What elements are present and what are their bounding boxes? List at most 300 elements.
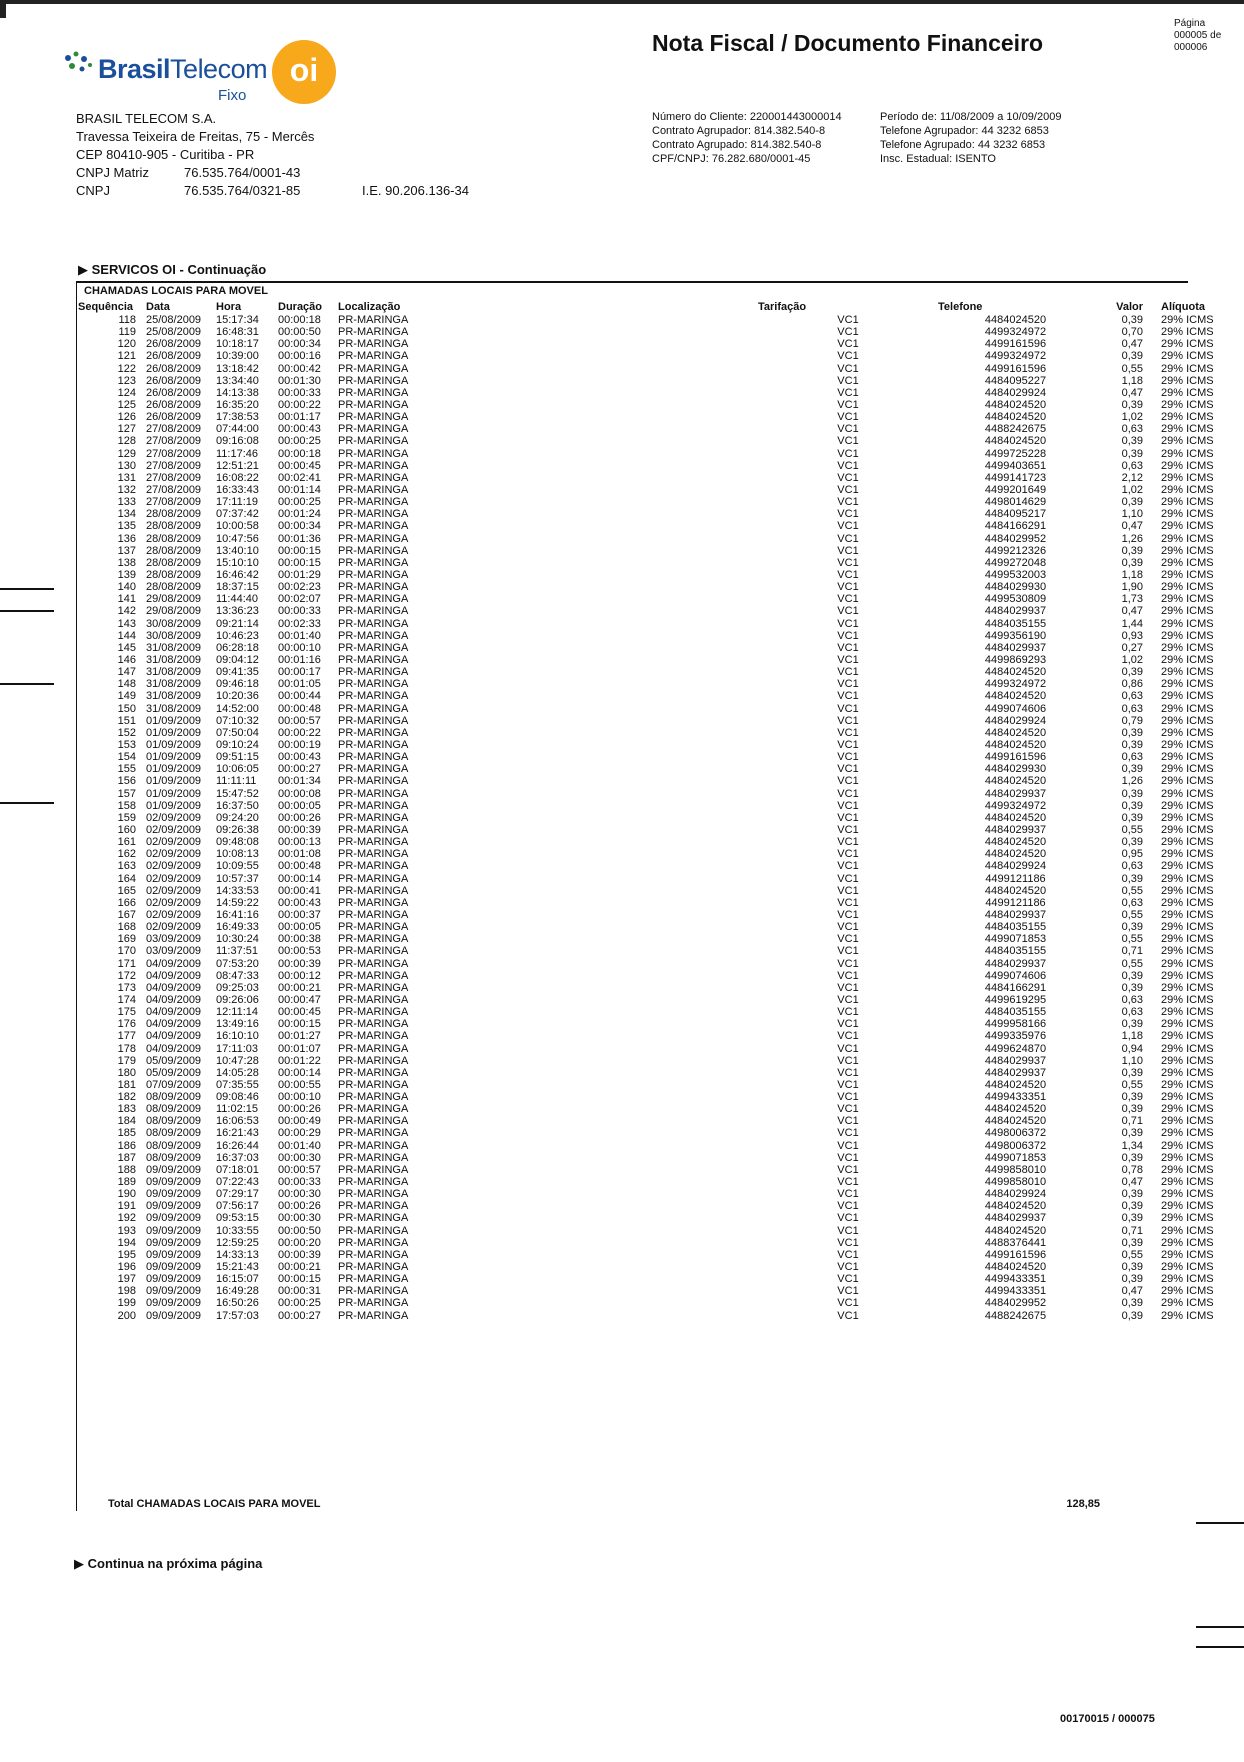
cell-date: 26/08/2009 [146,338,202,351]
cell-localizacao: PR-MARINGA [338,447,409,460]
page-value: 000005 de 000006 [1174,30,1222,53]
cell-hora: 10:00:58 [216,520,259,533]
cell-telefone: 4484024520 [984,775,1047,788]
cell-hora: 10:47:56 [216,532,259,545]
cell-date: 09/09/2009 [146,1212,202,1225]
cell-aliquota: 29% ICMS [1161,1248,1214,1261]
cell-aliquota: 29% ICMS [1161,884,1214,897]
oi-logo: oi [272,40,336,104]
cell-aliquota: 29% ICMS [1161,702,1214,715]
table-row [78,1273,1231,1285]
cell-localizacao: PR-MARINGA [338,1042,409,1055]
cell-localizacao: PR-MARINGA [338,1176,409,1189]
cell-localizacao: PR-MARINGA [338,1285,409,1298]
table-row [78,545,1231,557]
cell-seq: 143 [117,617,136,630]
cell-duracao: 00:00:30 [278,1212,321,1225]
cell-localizacao: PR-MARINGA [338,860,409,873]
table-row [78,423,1231,435]
cell-date: 04/09/2009 [146,981,202,994]
table-row [78,435,1231,447]
cell-tarifacao: VC1 [837,411,859,424]
cell-tarifacao: VC1 [837,1248,859,1261]
cell-seq: 151 [117,714,136,727]
cell-aliquota: 29% ICMS [1161,459,1214,472]
cell-seq: 171 [117,957,136,970]
cell-valor: 0,71 [1121,1224,1143,1237]
cell-valor: 0,39 [1121,1091,1143,1104]
cell-aliquota: 29% ICMS [1161,593,1214,606]
cell-duracao: 00:01:08 [278,848,321,861]
cell-tarifacao: VC1 [837,969,859,982]
cell-localizacao: PR-MARINGA [338,775,409,788]
cell-seq: 120 [117,338,136,351]
cell-seq: 200 [117,1309,136,1322]
cell-localizacao: PR-MARINGA [338,374,409,387]
cell-tarifacao: VC1 [837,1030,859,1043]
cell-tarifacao: VC1 [837,896,859,909]
cell-aliquota: 29% ICMS [1161,471,1214,484]
cell-date: 09/09/2009 [146,1285,202,1298]
cell-localizacao: PR-MARINGA [338,556,409,569]
cell-tarifacao: VC1 [837,726,859,739]
table-row [78,569,1231,581]
cell-valor: 0,39 [1121,1236,1143,1249]
cell-duracao: 00:00:18 [278,314,321,327]
cell-date: 09/09/2009 [146,1248,202,1261]
cell-duracao: 00:00:14 [278,1066,321,1079]
cell-seq: 145 [117,641,136,654]
cell-hora: 09:51:15 [216,751,259,764]
cell-hora: 09:21:14 [216,617,259,630]
cell-valor: 0,27 [1121,641,1143,654]
cell-aliquota: 29% ICMS [1161,823,1214,836]
cell-duracao: 00:00:26 [278,811,321,824]
telefone-agrupado: Telefone Agrupado: 44 3232 6853 [880,139,1046,151]
cell-localizacao: PR-MARINGA [338,921,409,934]
cell-valor: 0,39 [1121,1103,1143,1116]
cell-telefone: 4484029937 [984,957,1047,970]
cell-duracao: 00:00:42 [278,362,321,375]
cell-valor: 0,39 [1121,969,1143,982]
cell-aliquota: 29% ICMS [1161,896,1214,909]
cell-seq: 198 [117,1285,136,1298]
table-row [78,605,1231,617]
cell-localizacao: PR-MARINGA [338,678,409,691]
cell-date: 02/09/2009 [146,836,202,849]
col-hora: Hora [216,301,242,313]
cell-date: 26/08/2009 [146,362,202,375]
cell-seq: 132 [117,484,136,497]
table-row [78,727,1231,739]
cell-duracao: 00:00:57 [278,714,321,727]
cell-date: 09/09/2009 [146,1236,202,1249]
table-row [78,618,1231,630]
cell-aliquota: 29% ICMS [1161,969,1214,982]
cell-telefone: 4499619295 [984,993,1047,1006]
table-row [78,1310,1231,1322]
table-row [78,338,1231,350]
cell-aliquota: 29% ICMS [1161,1297,1214,1310]
cell-telefone: 4484024520 [984,811,1047,824]
cell-duracao: 00:00:14 [278,872,321,885]
table-row [78,1006,1231,1018]
cell-date: 01/09/2009 [146,799,202,812]
cell-aliquota: 29% ICMS [1161,629,1214,642]
cell-telefone: 4484024520 [984,690,1047,703]
cell-hora: 09:16:08 [216,435,259,448]
cell-date: 09/09/2009 [146,1297,202,1310]
cell-date: 26/08/2009 [146,386,202,399]
cell-duracao: 00:00:25 [278,496,321,509]
cell-duracao: 00:01:36 [278,532,321,545]
cell-seq: 182 [117,1091,136,1104]
cell-duracao: 00:00:33 [278,386,321,399]
cell-localizacao: PR-MARINGA [338,726,409,739]
table-row [78,496,1231,508]
table-row [78,897,1231,909]
cell-seq: 157 [117,787,136,800]
cell-seq: 154 [117,751,136,764]
cell-duracao: 00:00:05 [278,921,321,934]
cell-hora: 07:22:43 [216,1176,259,1189]
cell-aliquota: 29% ICMS [1161,1018,1214,1031]
cell-duracao: 00:00:55 [278,1078,321,1091]
cell-date: 29/08/2009 [146,605,202,618]
cell-hora: 17:11:19 [216,496,259,509]
cell-hora: 16:37:50 [216,799,259,812]
margin-mark [1196,1646,1244,1648]
cell-duracao: 00:00:43 [278,423,321,436]
cell-valor: 0,39 [1121,872,1143,885]
cell-date: 27/08/2009 [146,496,202,509]
triangle-bullet-icon: ▶ [74,1556,88,1571]
continue-note: ▶ Continua na próxima página [74,1556,263,1571]
table-row [78,982,1231,994]
cell-telefone: 4498006372 [984,1127,1047,1140]
company-name: BRASIL TELECOM S.A. [76,111,217,126]
cell-localizacao: PR-MARINGA [338,933,409,946]
cell-duracao: 00:00:41 [278,884,321,897]
brasil-telecom-mark-icon [60,50,94,78]
cell-valor: 0,63 [1121,1006,1143,1019]
table-row [78,1261,1231,1273]
cell-telefone: 4499272048 [984,556,1047,569]
cell-seq: 153 [117,738,136,751]
cell-valor: 0,55 [1121,908,1143,921]
cell-valor: 0,47 [1121,386,1143,399]
cell-telefone: 4499071853 [984,933,1047,946]
cnpj-value: 76.535.764/0321-85 [184,183,301,198]
cell-valor: 0,39 [1121,836,1143,849]
table-row [78,751,1231,763]
cell-aliquota: 29% ICMS [1161,1273,1214,1286]
cell-localizacao: PR-MARINGA [338,836,409,849]
cell-date: 08/09/2009 [146,1151,202,1164]
cell-duracao: 00:00:57 [278,1163,321,1176]
cell-telefone: 4499324972 [984,799,1047,812]
cell-tarifacao: VC1 [837,836,859,849]
page-indicator [1174,18,1238,54]
cell-valor: 0,70 [1121,326,1143,339]
cell-date: 31/08/2009 [146,690,202,703]
cell-localizacao: PR-MARINGA [338,1309,409,1322]
cell-tarifacao: VC1 [837,1297,859,1310]
table-row [78,800,1231,812]
cell-localizacao: PR-MARINGA [338,751,409,764]
cell-aliquota: 29% ICMS [1161,1212,1214,1225]
cell-tarifacao: VC1 [837,435,859,448]
cell-tarifacao: VC1 [837,1261,859,1274]
table-row [78,957,1231,969]
cell-seq: 129 [117,447,136,460]
cell-telefone: 4484024520 [984,1103,1047,1116]
cell-seq: 126 [117,411,136,424]
cell-tarifacao: VC1 [837,751,859,764]
cell-date: 02/09/2009 [146,908,202,921]
cell-hora: 06:28:18 [216,641,259,654]
cell-seq: 167 [117,908,136,921]
cell-hora: 16:46:42 [216,569,259,582]
cell-duracao: 00:00:08 [278,787,321,800]
cell-localizacao: PR-MARINGA [338,654,409,666]
cell-duracao: 00:01:40 [278,629,321,642]
cell-duracao: 00:00:34 [278,338,321,351]
cell-seq: 181 [117,1078,136,1091]
cell-seq: 134 [117,508,136,521]
cell-date: 04/09/2009 [146,1030,202,1043]
cell-aliquota: 29% ICMS [1161,1236,1214,1249]
cell-tarifacao: VC1 [837,714,859,727]
cell-telefone: 4484029937 [984,1212,1047,1225]
cell-seq: 174 [117,993,136,1006]
cell-hora: 11:11:11 [216,775,257,788]
cell-valor: 0,63 [1121,896,1143,909]
cell-valor: 0,39 [1121,799,1143,812]
cell-aliquota: 29% ICMS [1161,1006,1214,1019]
cell-seq: 133 [117,496,136,509]
cell-tarifacao: VC1 [837,1176,859,1189]
cell-hora: 14:52:00 [216,702,259,715]
cell-localizacao: PR-MARINGA [338,1091,409,1104]
table-row [78,921,1231,933]
table-row [78,1297,1231,1309]
cell-valor: 0,39 [1121,314,1143,327]
cell-telefone: 4484024520 [984,1200,1047,1213]
cell-duracao: 00:00:49 [278,1115,321,1128]
cell-seq: 173 [117,981,136,994]
table-row [78,326,1231,338]
cell-valor: 0,47 [1121,605,1143,618]
periodo: Período de: 11/08/2009 a 10/09/2009 [880,111,1062,123]
cell-duracao: 00:01:27 [278,1030,321,1043]
cell-date: 09/09/2009 [146,1163,202,1176]
cell-hora: 07:53:20 [216,957,259,970]
cell-hora: 16:50:26 [216,1297,259,1310]
cell-hora: 12:11:14 [216,1006,259,1019]
cell-aliquota: 29% ICMS [1161,386,1214,399]
cell-localizacao: PR-MARINGA [338,1139,409,1152]
cell-hora: 16:41:16 [216,908,259,921]
cell-date: 01/09/2009 [146,787,202,800]
cell-seq: 194 [117,1236,136,1249]
cell-date: 31/08/2009 [146,678,202,691]
cell-duracao: 00:00:15 [278,556,321,569]
table-row [78,945,1231,957]
cell-tarifacao: VC1 [837,484,859,497]
table-row [78,848,1231,860]
cell-localizacao: PR-MARINGA [338,484,409,497]
cell-hora: 10:39:00 [216,350,259,363]
cell-duracao: 00:00:43 [278,751,321,764]
cell-valor: 0,39 [1121,738,1143,751]
cell-duracao: 00:00:30 [278,1151,321,1164]
cell-telefone: 4484029937 [984,641,1047,654]
cell-tarifacao: VC1 [837,860,859,873]
cell-seq: 139 [117,569,136,582]
table-row [78,533,1231,545]
table-row [78,484,1231,496]
cell-telefone: 4499324972 [984,350,1047,363]
table-row [78,1225,1231,1237]
cell-date: 26/08/2009 [146,350,202,363]
col-valor: Valor [1116,301,1143,313]
cell-localizacao: PR-MARINGA [338,945,409,958]
cell-localizacao: PR-MARINGA [338,362,409,375]
cell-valor: 1,90 [1121,581,1143,594]
cell-date: 01/09/2009 [146,751,202,764]
cell-telefone: 4484035155 [984,617,1047,630]
cell-valor: 0,39 [1121,1273,1143,1286]
cell-seq: 197 [117,1273,136,1286]
cell-date: 08/09/2009 [146,1115,202,1128]
cell-duracao: 00:00:48 [278,860,321,873]
cell-telefone: 4488242675 [984,423,1047,436]
cell-telefone: 4499335976 [984,1030,1047,1043]
cell-hora: 09:26:06 [216,993,259,1006]
brasil-telecom-logo [60,40,350,110]
cell-aliquota: 29% ICMS [1161,1091,1214,1104]
cpf-cnpj: CPF/CNPJ: 76.282.680/0001-45 [652,153,811,165]
cell-aliquota: 29% ICMS [1161,848,1214,861]
cell-tarifacao: VC1 [837,678,859,691]
margin-mark [1196,1626,1244,1628]
cell-localizacao: PR-MARINGA [338,326,409,339]
cell-telefone: 4484029924 [984,714,1047,727]
cell-seq: 131 [117,471,136,484]
cell-aliquota: 29% ICMS [1161,1151,1214,1164]
cell-localizacao: PR-MARINGA [338,1006,409,1019]
cell-duracao: 00:01:07 [278,1042,321,1055]
cell-telefone: 4484035155 [984,921,1047,934]
cell-duracao: 00:00:50 [278,1224,321,1237]
cell-aliquota: 29% ICMS [1161,496,1214,509]
cell-aliquota: 29% ICMS [1161,326,1214,339]
total-label: Total CHAMADAS LOCAIS PARA MOVEL [108,1498,321,1510]
cell-tarifacao: VC1 [837,921,859,934]
cell-aliquota: 29% ICMS [1161,945,1214,958]
cell-aliquota: 29% ICMS [1161,447,1214,460]
cell-valor: 0,39 [1121,921,1143,934]
cell-duracao: 00:00:27 [278,763,321,776]
table-row [78,994,1231,1006]
cell-date: 02/09/2009 [146,823,202,836]
cell-tarifacao: VC1 [837,617,859,630]
cell-tarifacao: VC1 [837,1151,859,1164]
cnpj-matriz-row [76,164,314,182]
cell-valor: 0,39 [1121,726,1143,739]
cell-localizacao: PR-MARINGA [338,605,409,618]
cell-tarifacao: VC1 [837,1236,859,1249]
cell-duracao: 00:01:17 [278,411,321,424]
cell-telefone: 4484166291 [984,520,1047,533]
cell-date: 04/09/2009 [146,1042,202,1055]
cell-hora: 13:49:16 [216,1018,259,1031]
cell-telefone: 4484029937 [984,605,1047,618]
cell-tarifacao: VC1 [837,738,859,751]
cell-localizacao: PR-MARINGA [338,1200,409,1213]
cell-valor: 0,47 [1121,1285,1143,1298]
cell-hora: 13:36:23 [216,605,259,618]
cell-date: 28/08/2009 [146,508,202,521]
cell-valor: 0,63 [1121,459,1143,472]
cell-date: 09/09/2009 [146,1188,202,1201]
cell-date: 01/09/2009 [146,714,202,727]
cell-seq: 152 [117,726,136,739]
cell-tarifacao: VC1 [837,386,859,399]
cell-duracao: 00:00:27 [278,1309,321,1322]
cell-tarifacao: VC1 [837,593,859,606]
company-info [76,110,314,200]
cell-tarifacao: VC1 [837,605,859,618]
cell-telefone: 4499201649 [984,484,1047,497]
table-row [78,1067,1231,1079]
cell-hora: 10:09:55 [216,860,259,873]
cell-valor: 0,39 [1121,399,1143,412]
cell-seq: 146 [117,654,136,666]
table-row [78,654,1231,666]
cell-duracao: 00:00:26 [278,1103,321,1116]
cell-duracao: 00:00:15 [278,1273,321,1286]
cell-aliquota: 29% ICMS [1161,654,1214,666]
cell-telefone: 4484029937 [984,823,1047,836]
cell-aliquota: 29% ICMS [1161,993,1214,1006]
cell-hora: 07:37:42 [216,508,259,521]
cell-date: 28/08/2009 [146,581,202,594]
cell-date: 31/08/2009 [146,641,202,654]
table-row [78,1140,1231,1152]
cell-hora: 09:48:08 [216,836,259,849]
cell-valor: 0,55 [1121,884,1143,897]
cell-valor: 0,63 [1121,423,1143,436]
cell-date: 27/08/2009 [146,484,202,497]
cell-localizacao: PR-MARINGA [338,532,409,545]
cell-tarifacao: VC1 [837,1188,859,1201]
cell-tarifacao: VC1 [837,556,859,569]
cell-telefone: 4499624870 [984,1042,1047,1055]
cell-telefone: 4484024520 [984,884,1047,897]
table-row [78,933,1231,945]
cell-hora: 07:18:01 [216,1163,259,1176]
cell-valor: 0,39 [1121,1261,1143,1274]
cell-valor: 0,39 [1121,1212,1143,1225]
cell-seq: 136 [117,532,136,545]
cell-aliquota: 29% ICMS [1161,1224,1214,1237]
cell-valor: 0,39 [1121,763,1143,776]
table-row [78,739,1231,751]
cell-hora: 16:48:31 [216,326,259,339]
cell-telefone: 4484029924 [984,1188,1047,1201]
